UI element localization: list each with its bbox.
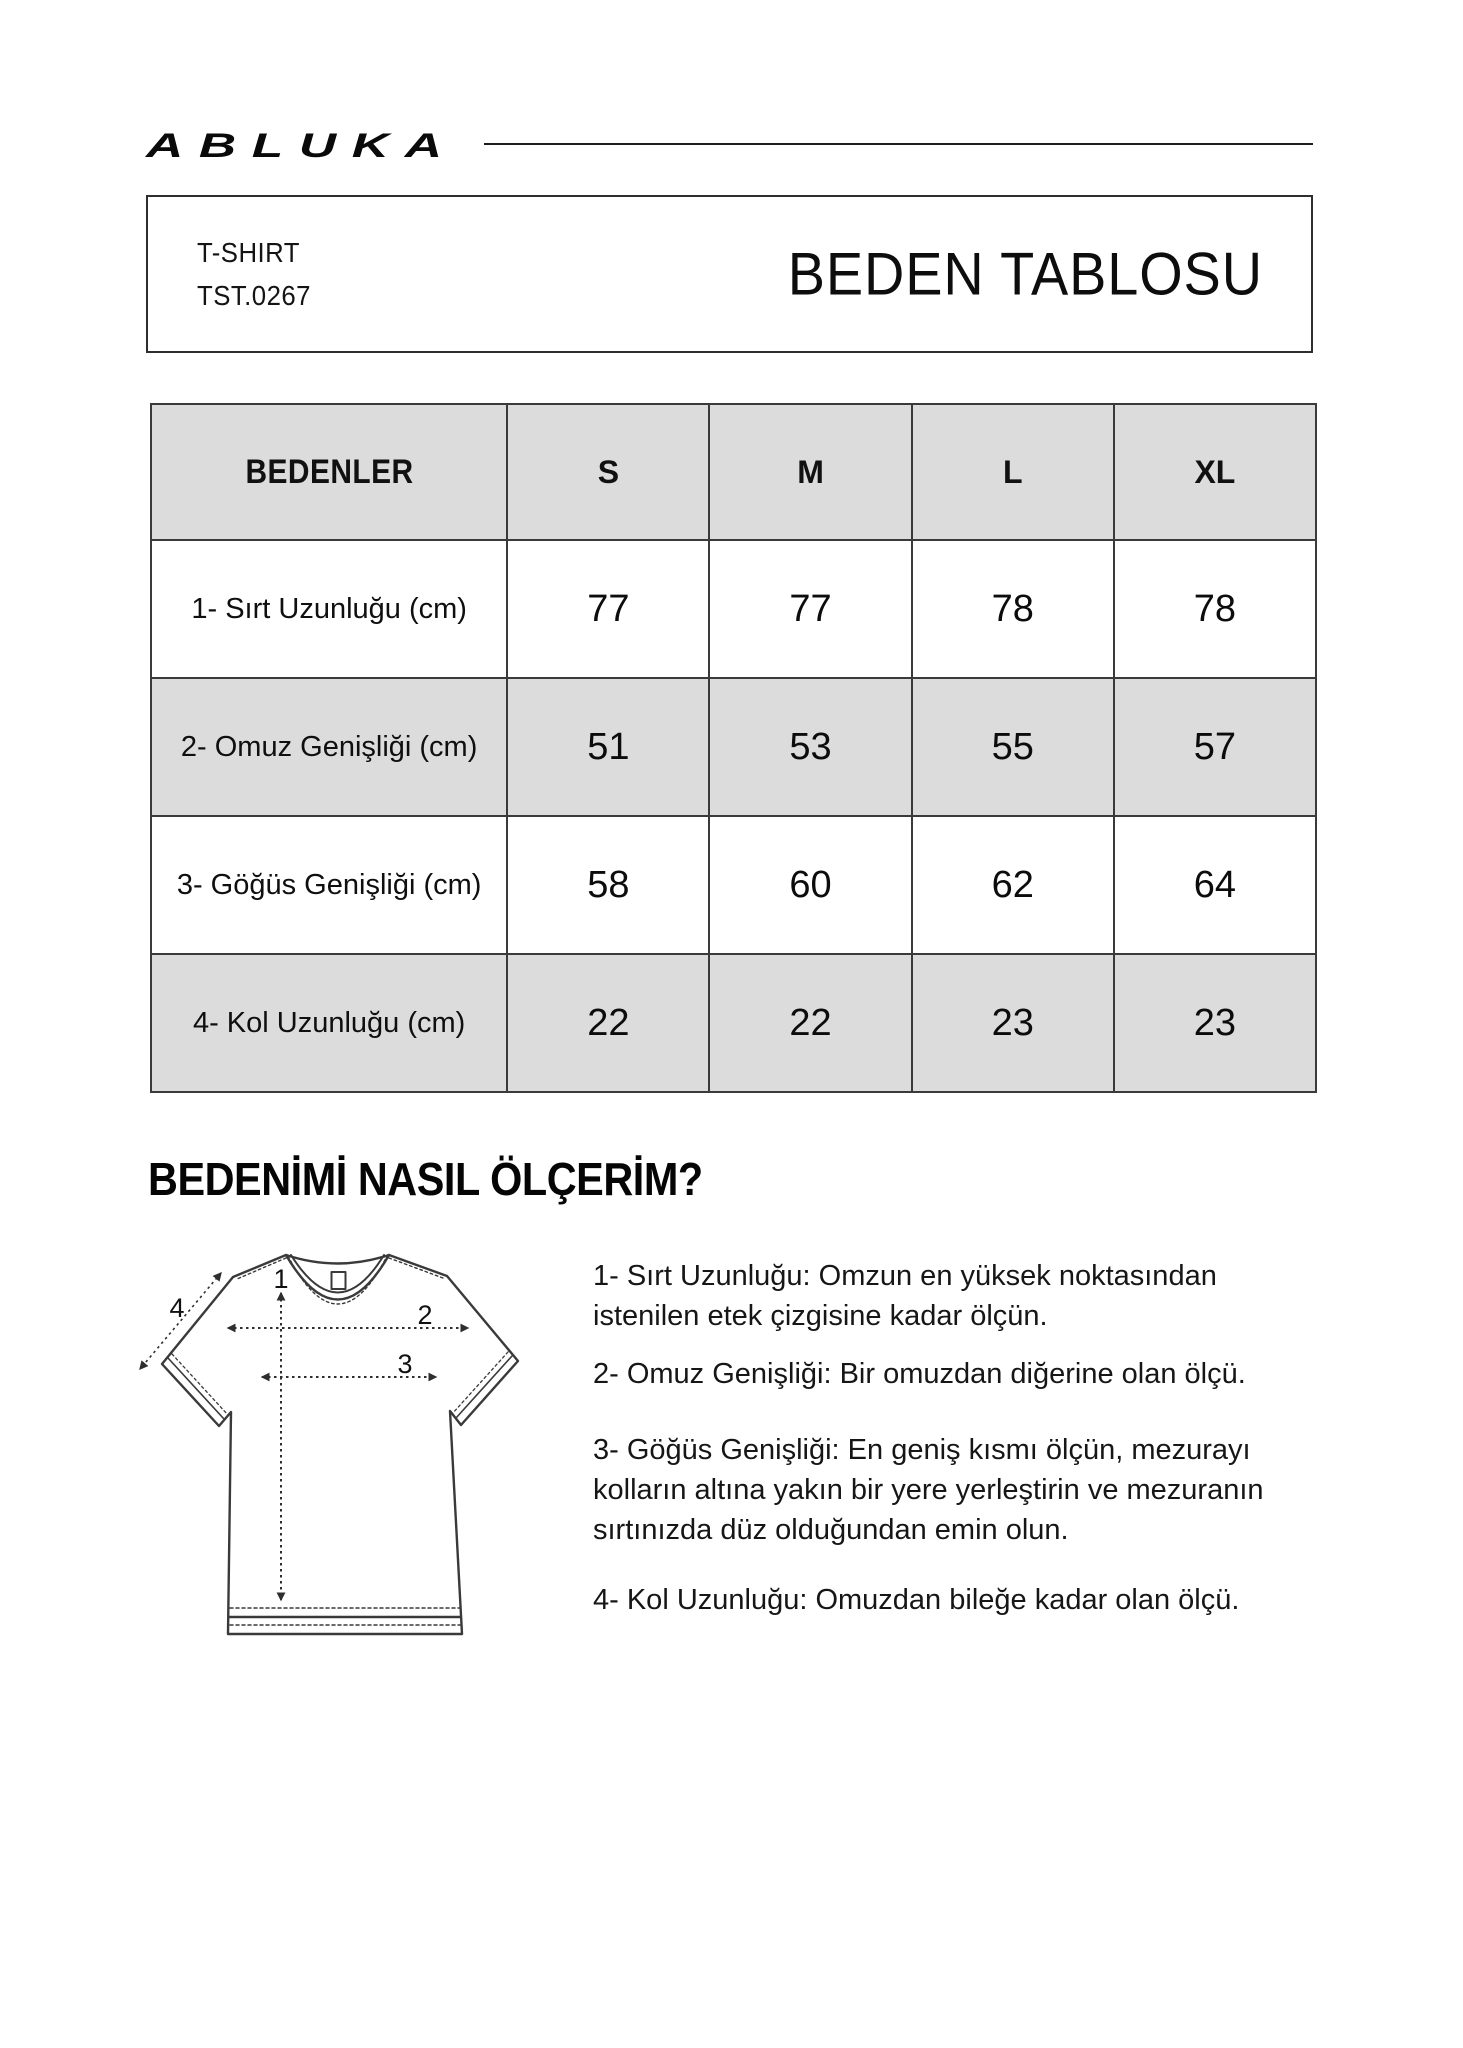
row-label: 3- Göğüs Genişliği (cm)	[151, 816, 507, 954]
table-cell: 23	[1114, 954, 1316, 1092]
table-cell: 22	[709, 954, 911, 1092]
table-cell: 62	[912, 816, 1114, 954]
row-label: 1- Sırt Uzunluğu (cm)	[151, 540, 507, 678]
row-label: 4- Kol Uzunluğu (cm)	[151, 954, 507, 1092]
header-box	[146, 195, 1313, 353]
table-cell: 78	[912, 540, 1114, 678]
brand-logo: ABLUKA	[146, 125, 458, 165]
table-row-back-length	[151, 540, 1316, 678]
measure-instructions	[593, 1256, 1318, 1620]
header-rule-line	[484, 143, 1313, 145]
column-header-size-l: L	[912, 404, 1114, 540]
table-row-chest-width	[151, 816, 1316, 954]
table-cell: 77	[709, 540, 911, 678]
diagram-label-1: 1	[273, 1264, 289, 1294]
tshirt-outline	[162, 1255, 518, 1634]
table-cell: 64	[1114, 816, 1316, 954]
table-cell: 55	[912, 678, 1114, 816]
table-cell: 57	[1114, 678, 1316, 816]
column-header-size-xl: XL	[1114, 404, 1316, 540]
diagram-label-3: 3	[397, 1349, 413, 1379]
instruction-sleeve-length: 4- Kol Uzunluğu: Omuzdan bileğe kadar olan ölçü.	[593, 1584, 1240, 1616]
table-cell: 23	[912, 954, 1114, 1092]
measure-section-heading: BEDENİMİ NASIL ÖLÇERİM?	[148, 1153, 703, 1205]
page-title: BEDEN TABLOSU	[787, 240, 1263, 308]
diagram-label-2: 2	[417, 1300, 433, 1330]
size-table-header-row	[151, 404, 1316, 540]
column-header-size-s: S	[507, 404, 709, 540]
diagram-label-4: 4	[169, 1293, 185, 1323]
product-type: T-SHIRT	[197, 237, 300, 268]
product-info	[197, 231, 311, 317]
table-cell: 58	[507, 816, 709, 954]
table-cell: 51	[507, 678, 709, 816]
size-table-container	[150, 403, 1317, 1093]
table-cell: 77	[507, 540, 709, 678]
table-cell: 78	[1114, 540, 1316, 678]
instruction-shoulder-width: 2- Omuz Genişliği: Bir omuzdan diğerine olan ölçü.	[593, 1358, 1246, 1390]
table-cell: 53	[709, 678, 911, 816]
table-cell: 22	[507, 954, 709, 1092]
tshirt-measure-diagram	[100, 1246, 520, 1666]
collar-tag	[332, 1272, 346, 1289]
table-cell: 60	[709, 816, 911, 954]
product-code: TST.0267	[197, 280, 311, 311]
table-row-shoulder-width	[151, 678, 1316, 816]
column-header-bedenler: BEDENLER	[151, 404, 507, 540]
tshirt-body	[162, 1255, 518, 1634]
instruction-back-length: 1- Sırt Uzunluğu: Omzun en yüksek noktasından istenilen etek çizgisine kadar ölçün.	[593, 1260, 1217, 1332]
instruction-chest-width: 3- Göğüs Genişliği: En geniş kısmı ölçün, mezurayı kolların altına yakın bir yere yerleştirin ve mezuranın sırtınızda düz olduğundan emin olun.	[593, 1434, 1264, 1546]
size-table	[150, 403, 1317, 1093]
column-header-size-m: M	[709, 404, 911, 540]
table-row-sleeve-length	[151, 954, 1316, 1092]
row-label: 2- Omuz Genişliği (cm)	[151, 678, 507, 816]
